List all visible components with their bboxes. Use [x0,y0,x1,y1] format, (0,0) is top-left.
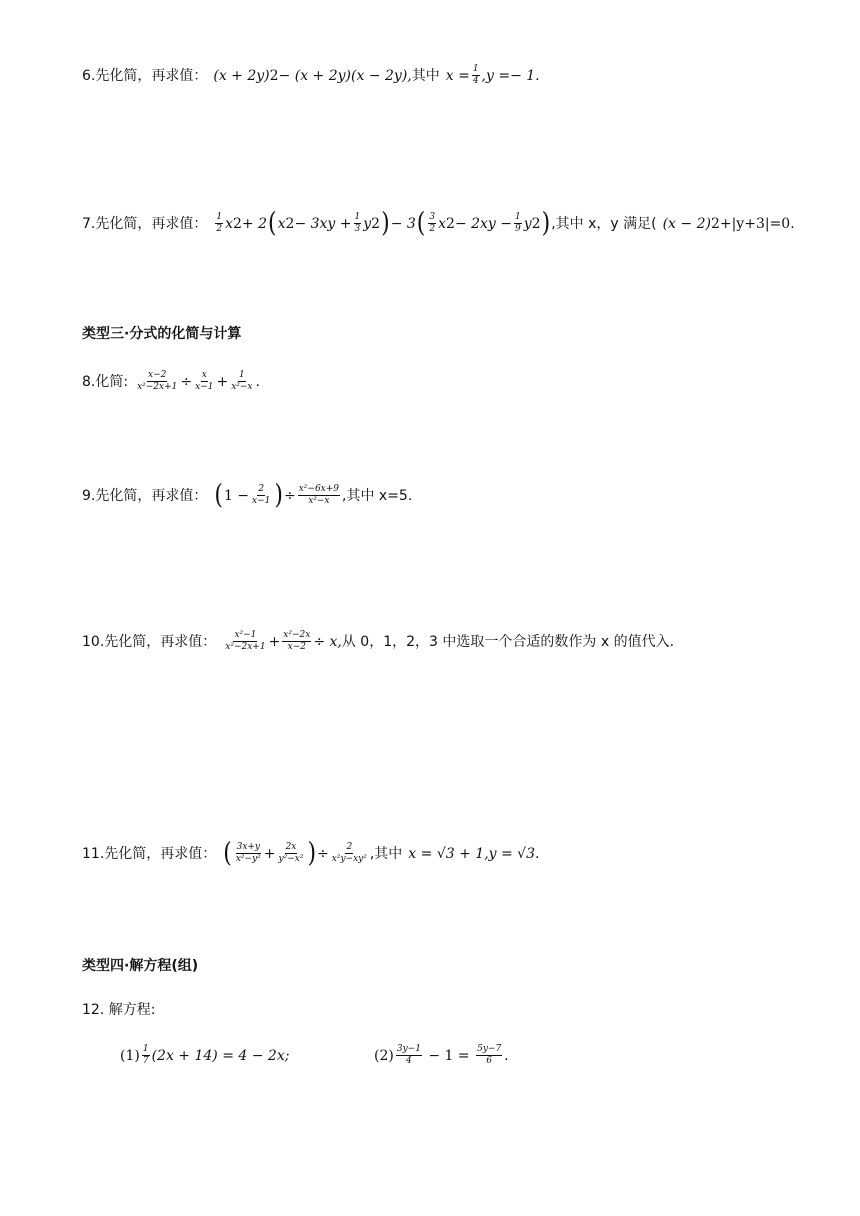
q6-cond-rest: ,y =− 1. [481,67,540,84]
q6-fraction: $\frac{1}{4}$ [472,64,479,86]
q7-frac-3: $\frac{3}{2}$ [429,212,436,234]
question-9: 9.先化简，再求值： ( 1 − $\frac{2}{x-1}$ ) ÷ $\frac{\text{x²−6x+9}}{\text{x²−x}}$ ,其中 x=5. [82,479,413,511]
q6-expr-b: − (x + 2y)(x − 2y), [278,67,412,84]
question-6: 6.先化简，再求值： (x + 2y) 2 − (x + 2y)(x − 2y), 其中 x = $\frac{1}{4}$ ,y =− 1. [82,64,540,86]
q10-frac-1: $\frac{\text{x²−1}}{\text{x²−2x+1}}$ [225,630,266,652]
question-10-label: 10.先化简，再求值： [82,633,217,650]
question-12-part-2: (2) $\frac{3y-1}{4}$ − 1 = $\frac{5y-7}{6}$ . [374,1044,509,1066]
question-12-label: 12. 解方程: [82,1002,156,1018]
q8-frac-2: $\frac{x}{x-1}$ [195,370,214,392]
q12-p2-frac-2: $\frac{5y-7}{6}$ [477,1044,502,1066]
question-12 [82,1000,155,1020]
question-7-label: 7.先化简，再求值： [82,215,208,232]
q7-frac-1: $\frac{1}{2}$ [216,212,223,234]
q7-frac-4: $\frac{1}{9}$ [515,212,521,234]
q11-frac-2: $\frac{2x}{\text{y²−x²}}$ [278,842,304,864]
q10-frac-2: $\frac{\text{x²−2x}}{x-2}$ [283,630,311,652]
section-4-heading: 类型四·解方程(组) [82,958,199,974]
question-6-label: 6.先化简，再求值： [82,67,208,84]
q11-frac-1: $\frac{3x+y}{\text{x²−y²}}$ [235,842,261,864]
q6-cond-x: x = [445,67,470,84]
q8-frac-3: $\frac{1}{\text{x²−x}}$ [231,370,253,392]
q6-expr-a: (x + 2y) [213,67,270,84]
q9-frac-2: $\frac{\text{x²−6x+9}}{\text{x²−x}}$ [298,484,340,506]
q12-p1-frac: $\frac{1}{7}$ [142,1044,149,1066]
question-12-part-1: (1) $\frac{1}{7}$ (2x + 14) = 4 − 2x; [120,1044,290,1066]
question-8-label: 8.化简: [82,373,129,390]
q9-frac-1: $\frac{2}{x-1}$ [252,484,271,506]
section-3-heading: 类型三·分式的化简与计算 [82,326,242,342]
q8-frac-1: $\frac{x-2}{\text{x²−2x+1}}$ [137,370,178,392]
question-7: 7.先化简，再求值： $\frac{1}{2}$ x 2 + 2 ( x 2 − 3xy + $\frac{1}{3}$ y 2 ) − 3 ( $\frac{3}{2}$ x 2 − 2xy − $\frac{1}{9}$ y 2 ) ,其中 x，y 满足( (x − 2) 2 +|y+3|=0. [82,207,795,239]
question-11-label: 11.先化简，再求值： [82,845,217,862]
q6-cond-word: 其中 [411,67,440,84]
q11-frac-3: $\frac{2}{\text{x²y−xy²}}$ [331,842,367,864]
q7-frac-2: $\frac{1}{3}$ [354,212,361,234]
question-10: 10.先化简，再求值： $\frac{\text{x²−1}}{\text{x²−2x+1}}$ + $\frac{\text{x²−2x}}{x-2}$ ÷ x, 从 0，1，2，3 中选取一个合适的数作为 x 的值代入. [82,630,675,652]
question-11: 11.先化简，再求值： ( $\frac{3x+y}{\text{x²−y²}}$ + $\frac{2x}{\text{y²−x²}}$ ) ÷ $\frac{2}{\text{x²y−xy²}}$ ,其中 x = √3 + 1,y = √3. [82,837,540,869]
question-9-label: 9.先化简，再求值： [82,487,208,504]
question-8: 8.化简: $\frac{x-2}{\text{x²−2x+1}}$ ÷ $\frac{x}{x-1}$ + $\frac{1}{\text{x²−x}}$ . [82,370,260,392]
q12-p2-frac-1: $\frac{3y-1}{4}$ [396,1044,421,1066]
